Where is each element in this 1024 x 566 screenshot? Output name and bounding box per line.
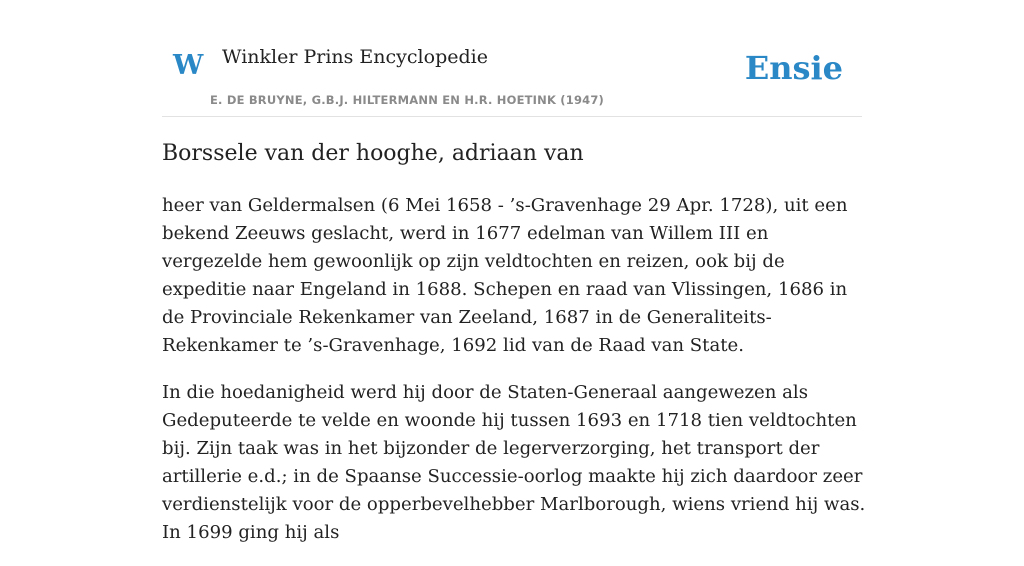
source-title[interactable]: Winkler Prins Encyclopedie bbox=[222, 46, 488, 68]
article-title: Borssele van der hooghe, adriaan van bbox=[162, 141, 584, 166]
article-paragraph: In die hoedanigheid werd hij door de Staten-Generaal aangewezen als Gedeputeerde te velde en woonde hij tussen 1693 en 1718 tien veldtochten bij. Zijn taak was in het bijzonder de legerverzorging, het transport der artillerie e.d.; in de Spaanse Successie-oorlog maakte hij zich daardoor zeer verdienstelijk voor de opperbevelhebber Marlborough, wiens vriend hij was. In 1699 ging hij als bbox=[162, 382, 866, 543]
winkler-prins-logo-icon[interactable]: W bbox=[173, 50, 204, 81]
article-paragraph: heer van Geldermalsen (6 Mei 1658 - ’s-Gravenhage 29 Apr. 1728), uit een bekend Zeeuws geslacht, werd in 1677 edelman van Willem III en vergezelde hem gewoonlijk op zijn veldtochten en reizen, ook bij de expeditie naar Engeland in 1688. Schepen en raad van Vlissingen, 1686 in de Provinciale Rekenkamer van Zeeland, 1687 in de Generaliteits-Rekenkamer te ’s-Gravenhage, 1692 lid van de Raad van State. bbox=[162, 195, 848, 356]
source-authors: E. DE BRUYNE, G.B.J. HILTERMANN EN H.R. HOETINK (1947) bbox=[210, 93, 605, 107]
ensie-logo[interactable]: Ensie bbox=[744, 49, 843, 87]
article-body bbox=[162, 192, 868, 566]
source-header bbox=[162, 36, 862, 117]
